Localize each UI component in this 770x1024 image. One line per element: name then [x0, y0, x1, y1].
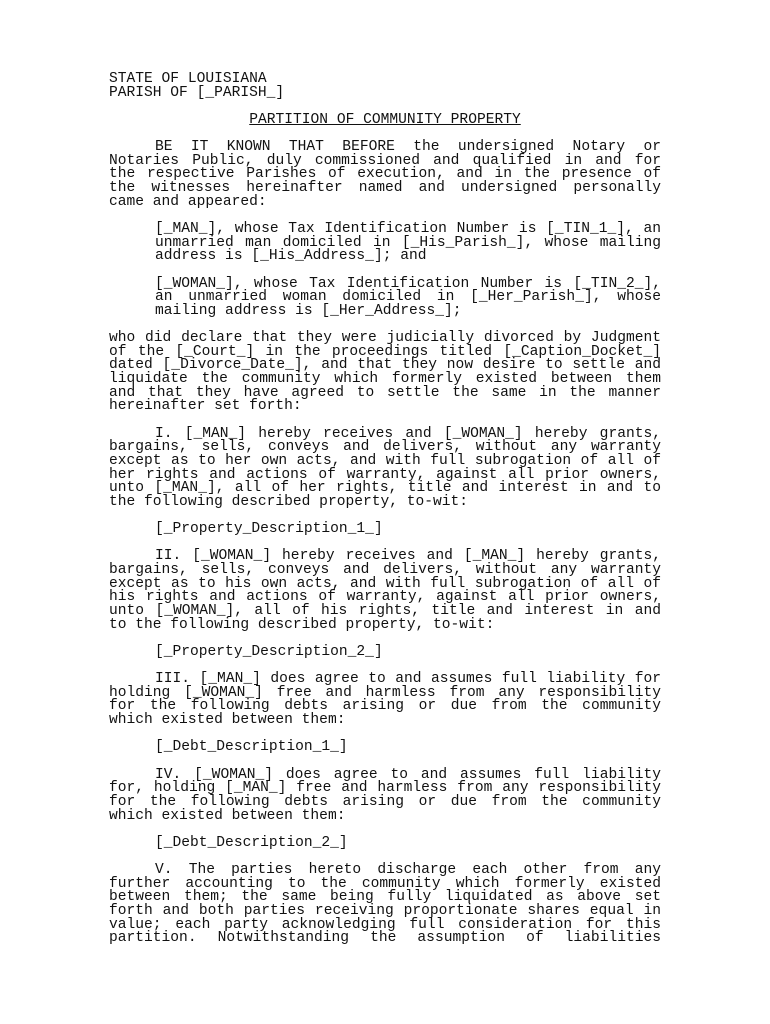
- article-ii-paragraph: [109, 550, 661, 632]
- intro-paragraph: [109, 141, 661, 209]
- text-line: value; each party acknowledging full consideration for this: [109, 916, 661, 933]
- text-line: II. [_WOMAN_] hereby receives and [_MAN_] hereby grants,: [155, 548, 661, 565]
- text-line: liquidate the community which formerly existed between them: [109, 371, 661, 388]
- man-party-paragraph: [109, 223, 661, 264]
- text-line: came and appeared:: [109, 193, 267, 210]
- text-line: her rights and actions of warranty, against all prior owners,: [109, 466, 661, 483]
- article-v-paragraph: [109, 864, 661, 946]
- text-line: further accounting to the community which formerly existed: [109, 875, 661, 892]
- text-line: the respective Parishes of execution, and in the presence of: [109, 166, 661, 183]
- text-line: address is [_His_Address_]; and: [155, 248, 427, 265]
- text-line: to the following described property, to-wit:: [109, 616, 495, 633]
- text-line: V. The parties hereto discharge each other from any: [155, 862, 661, 879]
- text-line: except as to her own acts, and with full subrogation of all of: [109, 452, 661, 469]
- text-line: except as to his own acts, and with full subrogation of all of: [109, 575, 661, 592]
- text-line: bargains, sells, conveys and delivers, without any warranty: [109, 439, 661, 456]
- text-line: which existed between them:: [109, 807, 346, 824]
- text-line: [_Property_Description_1_]: [155, 521, 383, 538]
- text-line: [_WOMAN_], whose Tax Identification Number is [_TIN_2_],: [155, 275, 661, 292]
- document-body: [109, 128, 661, 946]
- document-page: [109, 73, 661, 946]
- text-line: hereinafter set forth:: [109, 398, 302, 415]
- text-line: I. [_MAN_] hereby receives and [_WOMAN_] hereby grants,: [155, 425, 661, 442]
- document-title: PARTITION OF COMMUNITY PROPERTY: [249, 111, 521, 128]
- text-line: [_Property_Description_2_]: [155, 643, 383, 660]
- text-line: and that they have agreed to settle the same in the manner: [109, 384, 661, 401]
- parish-heading: PARISH OF [_PARISH_]: [109, 84, 285, 101]
- text-line: IV. [_WOMAN_] does agree to and assumes full liability: [155, 766, 661, 783]
- text-line: unto [_WOMAN_], all of his rights, title and interest in and: [109, 602, 661, 619]
- text-line: unto [_MAN_], all of her rights, title and interest in and to: [109, 480, 661, 497]
- text-line: bargains, sells, conveys and delivers, without any warranty: [109, 562, 661, 579]
- article-i-paragraph: [109, 425, 661, 510]
- text-line: [_Debt_Description_2_]: [155, 834, 348, 851]
- text-line: which existed between them:: [109, 712, 346, 729]
- text-line: mailing address is [_Her_Address_];: [155, 302, 462, 319]
- document-title-row: [109, 111, 661, 128]
- text-line: an unmarried woman domiciled in [_Her_Parish_], whose: [155, 289, 661, 306]
- text-line: the witnesses hereinafter named and undersigned personally: [109, 180, 661, 197]
- text-line: for the following debts arising or due from the community: [109, 698, 661, 715]
- text-line: forth and both parties receiving proportionate shares equal in: [109, 903, 661, 920]
- state-heading: STATE OF LOUISIANA: [109, 71, 267, 87]
- debt-description-2: [109, 834, 661, 851]
- text-line: [_MAN_], whose Tax Identification Number is [_TIN_1_], an: [155, 221, 661, 238]
- property-description-2: [109, 643, 661, 660]
- declaration-paragraph: [109, 332, 661, 414]
- text-line: partition. Notwithstanding the assumption of liabilities: [109, 930, 661, 947]
- article-iv-paragraph: [109, 766, 661, 824]
- text-line: for, holding [_MAN_] free and harmless from any responsibility: [109, 780, 661, 797]
- text-line: who did declare that they were judicially divorced by Judgment: [109, 330, 661, 347]
- text-line: for the following debts arising or due from the community: [109, 793, 661, 810]
- text-line: Notaries Public, duly commissioned and qualified in and for: [109, 152, 661, 169]
- text-line: of the [_Court_] in the proceedings titled [_Caption_Docket_]: [109, 343, 661, 360]
- text-line: dated [_Divorce_Date_], and that they now desire to settle and: [109, 357, 661, 374]
- property-description-1: [109, 523, 661, 537]
- woman-party-paragraph: [109, 275, 661, 319]
- text-line: his rights and actions of warranty, against all prior owners,: [109, 589, 661, 606]
- text-line: BE IT KNOWN THAT BEFORE the undersigned Notary or: [155, 139, 661, 156]
- debt-description-1: [109, 741, 661, 755]
- text-line: unmarried man domiciled in [_His_Parish_], whose mailing: [155, 234, 661, 251]
- text-line: holding [_WOMAN_] free and harmless from any responsibility: [109, 684, 661, 701]
- text-line: between them; the same being fully liquidated as above set: [109, 889, 661, 906]
- text-line: III. [_MAN_] does agree to and assumes full liability for: [155, 671, 661, 688]
- article-iii-paragraph: [109, 673, 661, 728]
- text-line: the following described property, to-wit:: [109, 493, 469, 510]
- text-line: [_Debt_Description_1_]: [155, 739, 348, 756]
